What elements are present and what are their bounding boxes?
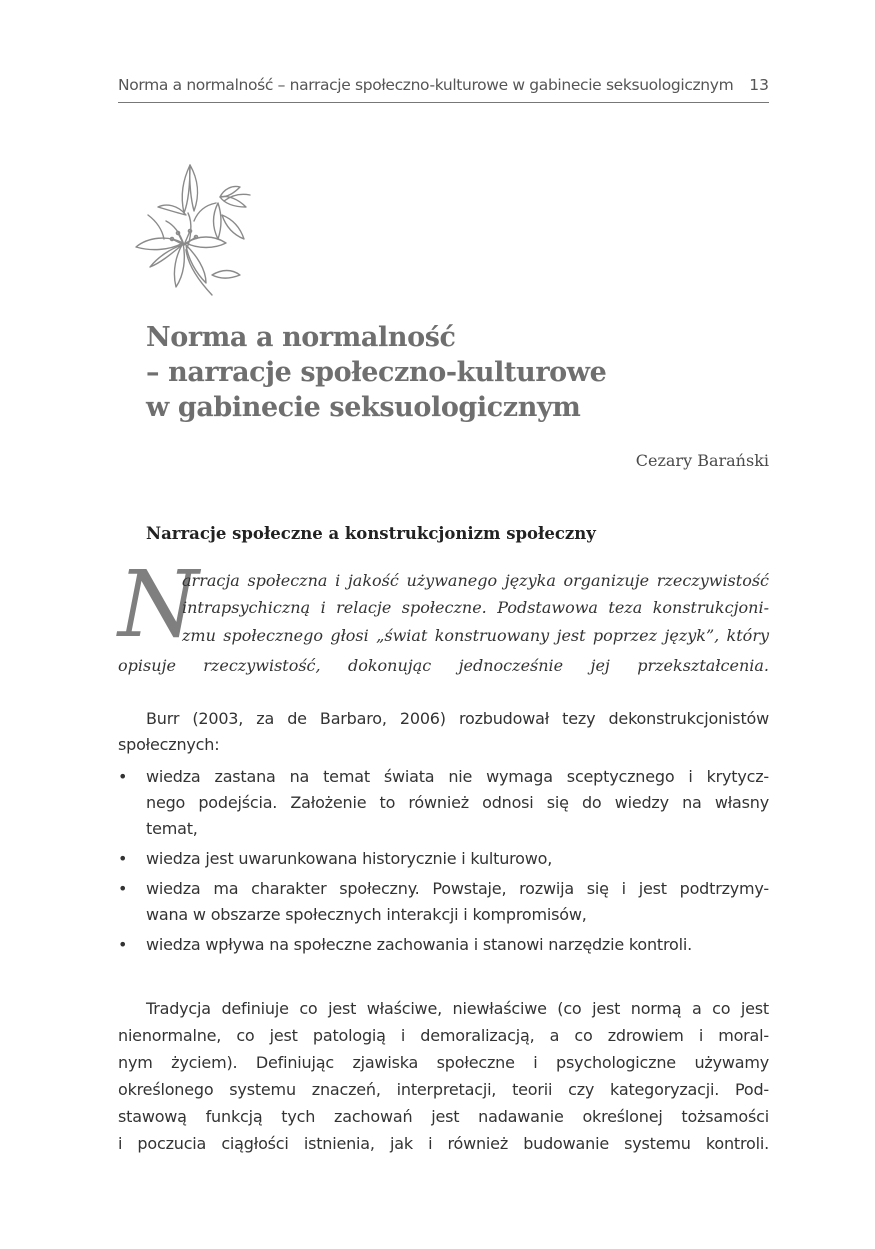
paragraph-line: stawową funkcją tych zachowań jest nadawanie określonej tożsamości [118, 1107, 769, 1126]
list-item-line: • wiedza jest uwarunkowana historycznie i kulturowo, [146, 849, 553, 868]
lily-flower-icon [128, 155, 268, 305]
list-item [118, 764, 769, 842]
paragraph-line: społecznych: [118, 735, 220, 754]
paragraph-line: nym życiem). Definiując zjawiska społeczne i psychologiczne używamy [118, 1053, 769, 1072]
list-item-line: • wiedza zastana na temat świata nie wymaga sceptycznego i krytycz- [146, 767, 769, 786]
paragraph-line: określonego systemu znaczeń, interpretacji, teorii czy kategoryzacji. Pod- [118, 1080, 769, 1099]
chapter-title-line: – narracje społeczno-kulturowe [146, 357, 607, 388]
paragraph-line: Tradycja definiuje co jest właściwe, niewłaściwe (co jest normą a co jest [146, 999, 769, 1018]
paragraph-line: i poczucia ciągłości istnienia, jak i również budowanie systemu kontroli. [118, 1134, 769, 1153]
list-item-line: nego podejścia. Założenie to również odnosi się do wiedzy na własny [146, 793, 769, 812]
chapter-title-line: Norma a normalność [146, 322, 456, 353]
chapter-title-line: w gabinecie seksuologicznym [146, 392, 581, 423]
running-header [118, 72, 769, 103]
list-item [118, 846, 769, 872]
list-item-line: • wiedza ma charakter społeczny. Powstaje, rozwija się i jest podtrzymy- [146, 879, 769, 898]
list-item-line: • wiedza wpływa na społeczne zachowania i stanowi narzędzie kontroli. [146, 935, 692, 954]
body-paragraph [118, 996, 769, 1158]
paragraph-line: nienormalne, co jest patologią i demoralizacją, a co zdrowiem i moral- [118, 1026, 769, 1045]
section-heading: Narracje społeczne a konstrukcjonizm społeczny [146, 524, 596, 543]
paragraph-line: Burr (2003, za de Barbaro, 2006) rozbudował tezy dekonstrukcjonistów [146, 709, 769, 728]
page-number: 13 [749, 76, 769, 94]
lead-line: zmu społecznego głosi „świat konstruowany jest poprzez język”, który [182, 626, 769, 645]
lead-line: arracja społeczna i jakość używanego języka organizuje rzeczywistość [182, 571, 769, 590]
intro-paragraph [118, 706, 769, 758]
chapter-title [146, 320, 606, 425]
bullet-list [118, 764, 769, 962]
list-item-line: wana w obszarze społecznych interakcji i kompromisów, [146, 905, 587, 924]
author-name: Cezary Barański [635, 451, 769, 470]
lead-line: intrapsychiczną i relacje społeczne. Podstawowa teza konstrukcjoni- [182, 598, 769, 617]
list-item-line: temat, [146, 819, 198, 838]
list-item [118, 932, 769, 958]
lead-line: opisuje rzeczywistość, dokonując jednocześnie jej przekształcenia. [118, 656, 769, 675]
running-header-title: Norma a normalność – narracje społeczno-kulturowe w gabinecie seksuologicznym [118, 76, 734, 94]
list-item [118, 876, 769, 928]
drop-cap: N [118, 551, 199, 658]
